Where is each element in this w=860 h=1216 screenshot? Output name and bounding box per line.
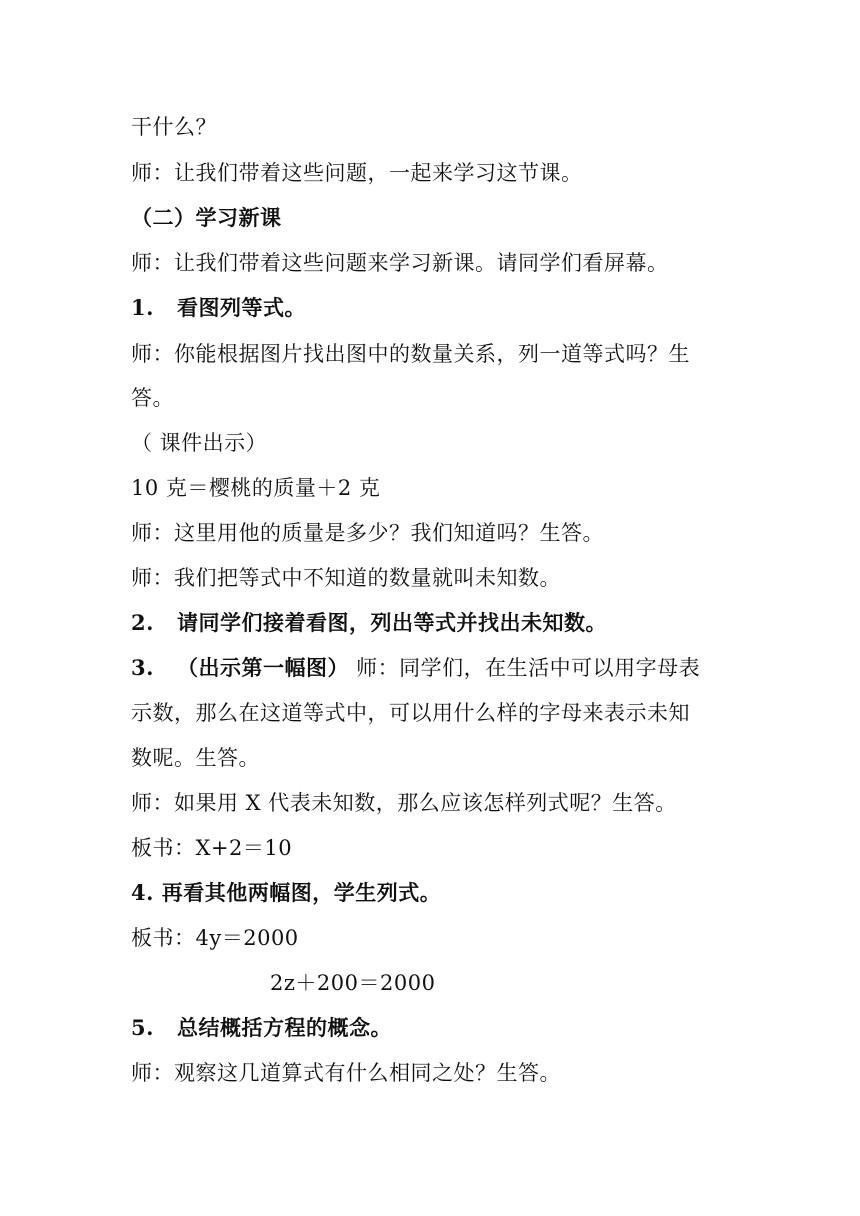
text-line-2: 师：让我们带着这些问题，一起来学习这节课。 xyxy=(131,161,583,185)
list-number-5: 5. xyxy=(131,1015,154,1040)
list-item-2 xyxy=(131,608,741,638)
text-line-9: 数呢。生答。 xyxy=(131,746,260,770)
board-equation-2: 板书：4y＝2000 xyxy=(131,926,299,950)
text-line-6: 师：这里用他的质量是多少？我们知道吗？生答。 xyxy=(131,521,604,545)
list-number-3: 3. xyxy=(131,655,154,680)
list-item-3-heading: （出示第一幅图） xyxy=(177,655,349,680)
list-item-5-text: 总结概括方程的概念。 xyxy=(177,1015,392,1040)
equation-text: 10 克＝樱桃的质量＋2 克 xyxy=(131,476,381,500)
board-equation-3: 2z＋200＝2000 xyxy=(270,971,436,995)
section-heading: （二）学习新课 xyxy=(131,205,282,230)
list-item-4: 4. 再看其他两幅图，学生列式。 xyxy=(131,880,442,905)
text-line-3: 师：让我们带着这些问题来学习新课。请同学们看屏幕。 xyxy=(131,251,669,275)
text-line-4: 师：你能根据图片找出图中的数量关系，列一道等式吗？生 xyxy=(131,342,690,366)
list-item-3 xyxy=(131,653,741,683)
text-line-7: 师：我们把等式中不知道的数量就叫未知数。 xyxy=(131,566,561,590)
list-item-1-text: 看图列等式。 xyxy=(177,295,306,320)
text-line-1: 干什么？ xyxy=(131,115,217,139)
list-item-2-text: 请同学们接着看图，列出等式并找出未知数。 xyxy=(177,610,607,635)
text-line-8: 示数，那么在这道等式中，可以用什么样的字母来表示未知 xyxy=(131,701,690,725)
list-item-5 xyxy=(131,1013,741,1043)
text-line-5: 答。 xyxy=(131,386,174,410)
list-number-1: 1. xyxy=(131,295,154,320)
text-line-11: 师：观察这几道算式有什么相同之处？生答。 xyxy=(131,1061,561,1085)
courseware-note: （ 课件出示） xyxy=(131,431,268,455)
text-line-10: 师：如果用 X 代表未知数，那么应该怎样列式呢？生答。 xyxy=(131,791,677,815)
list-item-3-text: 师：同学们，在生活中可以用字母表 xyxy=(349,656,701,680)
board-equation-1: 板书：X+2＝10 xyxy=(131,836,293,860)
list-number-2: 2. xyxy=(131,610,154,635)
list-item-1 xyxy=(131,293,741,323)
